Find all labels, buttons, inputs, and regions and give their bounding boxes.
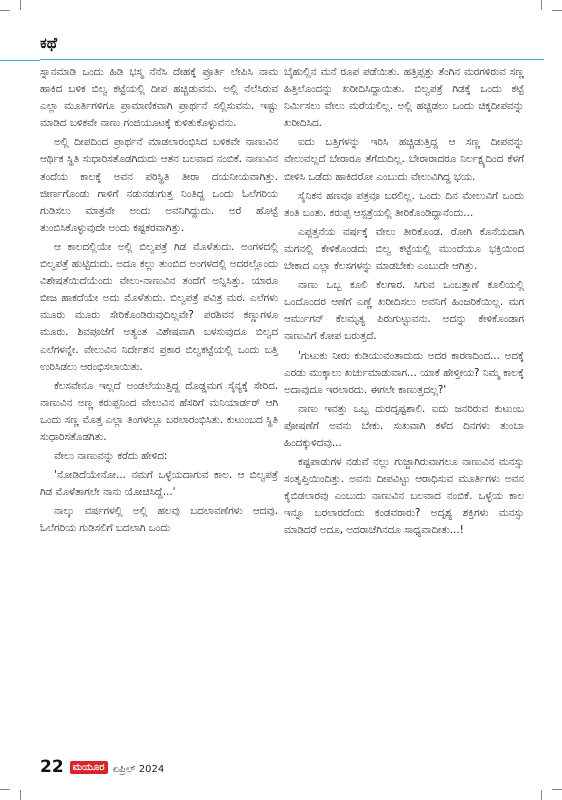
- page-number: 22: [40, 757, 64, 777]
- crop-mark: [20, 790, 21, 800]
- paragraph: ಸೈನಿಕನ ಹಣವೂ ಪತ್ರವೂ ಬರಲಿಲ್ಲ. ಒಂದು ದಿನ ಮೇಲುವಿಗೆ ಒಂದು ತಂತಿ ಬಂತು. ಕರುಪ್ಪ ಆಸ್ಪತ್ರೆಯಲ್ಲಿ ತೀರಿಕೊಂಡಿದ್ದಾನೆಂದು...: [284, 189, 524, 219]
- issue-date: ಏಪ್ರಿಲ್ 2024: [112, 764, 165, 775]
- paragraph: ಬೈಹುಲ್ಲಿನ ಮನೆ ರೂಪ ಪಡೆಯಿತು. ಹತ್ತಿಪ್ಪತ್ತು ತೆಂಗಿನ ಮರಗಳಿರುವ ಸಣ್ಣ ಹಿತ್ತಿಲೊಂದನ್ನು ಖರೀದಿಸಿದ್ದಾಯಿತು. ಬಿಲ್ವಪತ್ರೆ ಗಿಡಕ್ಕೆ ಒಂದು ಕಟ್ಟೆ ನಿರ್ಮಿಸಲು ವೇಲು ಮರೆಯಲಿಲ್ಲ. ಅಲ್ಲಿ ಹಚ್ಚಿಡಲು ಒಂದು ಚಿಕ್ಕದೀಪವನ್ನು ಖರೀದಿಸಿದ.: [284, 66, 524, 130]
- section-title: ಕಥೆ: [40, 34, 58, 52]
- magazine-logo: ಮಯೂರ: [70, 761, 108, 774]
- crop-mark: [20, 0, 21, 10]
- paragraph: ಕಷ್ಟಪಾಡುಗಳ ನಡುವೆ ನಲ್ಲು ಗುಜ್ಜಾಗಿರುವಾಗಲೂ ನಾಣುವಿನ ಮನಸ್ಸು ಸಂತೃಪ್ತಿಯಿಂದಿತ್ತು. ಅವನು ದೀಪವಿಟ್ಟು ಆರಾಧಿಸುವ ಮೂರ್ತಿಗಳು ಅವನ ಕೈಬಿಡಲಾರವು ಎಂಬುದು ನಾಣುವಿನ ಬಲವಾದ ನಂಬಿಕೆ. ಒಳ್ಳೆಯ ಕಾಲ ಇನ್ನೂ ಬರಲಾರದೆಂದು ಕಂಡವರಾರು? ಅದೃಶ್ಯ ಶಕ್ತಿಗಳು ಮನಸ್ಸು ಮಾಡಿದರೆ ಅದೂ, ಅದರಾಚೆಗಿನದೂ ಸಾಧ್ಯವಾದೀತು...!: [284, 456, 524, 537]
- crop-mark: [0, 10, 10, 11]
- crop-mark: [552, 10, 562, 11]
- crop-mark: [541, 0, 542, 10]
- quote-paragraph: 'ನೋಡಿದೆಯೇನೋ... ನಮಗೆ ಒಳ್ಳೆಯದಾಗುವ ಕಾಲ. ಆ ಬಿಲ್ವಪತ್ರೆ ಗಿಡ ಮೊಳೆತಾಗಲೇ ನಾನು ಯೋಚಿಸಿದ್ದೆ...': [40, 469, 278, 499]
- header-accent: [0, 32, 40, 61]
- section-header: [0, 32, 562, 60]
- paragraph: ನಾಣು ಒಬ್ಬ ಕೂಲಿ ಕೆಲಗಾರ. ಸಿಗುವ ಒಂಬತ್ತಾಣೆ ಕೂಲಿಯಲ್ಲಿ ಒಂದೊಂದರ ಆಣೆಗೆ ಎಣ್ಣೆ ಖರೀದಿಸಲು ಅವನಿಗೆ ಹಿಂಜರಿಕೆಯಿಲ್ಲ. ಮಗ ಆರ್ಮುಗನ್ ಕೆಲಮೃತ್ಯ ಪಿರುಗುಟ್ಟುವನು. ಅದನ್ನು ಕೇಳಿಕೊಂಡಾಗ ನಾಣುವಿಗೆ ಕೋಪ ಬರುತ್ತದೆ.: [284, 279, 524, 343]
- paragraph: ವೇಲು ನಾಣುವನ್ನು ಕರೆದು ಹೇಳಿದ:: [54, 450, 168, 463]
- crop-mark: [541, 790, 542, 800]
- paragraph: ನಾಣು ಇವತ್ತು ಒಬ್ಬ ದುರದೃಷ್ಟಶಾಲಿ. ಐದು ಜನರಿರುವ ಕುಟುಂಬ ಪೋಷಣೆಗೆ ಅವನು ಬೇಕು. ಸುಖವಾಗಿ ಕಳೆದ ದಿನಗಳು ತುಂಬಾ ಹಿಂದಕ್ಕುಳಿದವು...: [284, 402, 524, 449]
- paragraph: ಐದು ಬತ್ತಿಗಳನ್ನು ಇರಿಸಿ ಹಚ್ಚಿಡುತ್ತಿದ್ದ ಆ ಸಣ್ಣ ದೀಪವನ್ನು ವೇಲುವಲ್ಲದೆ ಬೇರಾರೂ ತೆಗೆದುದಿಲ್ಲ. ಬೇರಾರಾದರೂ ನಿರ್ಲಕ್ಷ್ಯದಿಂದ ಕೆಳಗೆ ಬೀಳಿಸಿ ಒಡೆದು ಹಾಕಿದರೋ ಎಂಬುದು ವೇಲುವಿಗಿದ್ದ ಭಯ.: [284, 136, 524, 183]
- crop-mark: [552, 789, 562, 790]
- page-footer: [40, 757, 164, 779]
- paragraph: ಅಲ್ಲಿ ದೀಪದಿಂದ ಪ್ರಾರ್ಥನೆ ಮಾಡಲಾರಂಭಿಸಿದ ಬಳಿಕವೇ ನಾಣುವಿನ ಆರ್ಥಿಕ ಸ್ಥಿತಿ ಸುಧಾರಿಸತೊಡಗಿದುದು ಆತನ ಬಲವಾದ ನಂಬಿಕೆ. ನಾಣುವಿನ ತಂದೆಯ ಕಾಲಕ್ಕೆ ಅವನ ಪರಿಸ್ಥಿತಿ ತೀರಾ ದಯನೀಯವಾಗಿತ್ತು. ಜೀರ್ಣಗೊಂಡು ಗಾಳಿಗೆ ನಡುನಡುಗುತ್ತ ನಿಂತಿದ್ದ ಒಂದು ಓಲೆಗರಿಯ ಗುಡಿಸಲು ಮಾತ್ರವೇ ಅಂದು ಅವನಿಗಿದ್ದುದು. ಅರೆ ಹೊಟ್ಟೆ ತುಂಬಿಸಿಕೊಳ್ಳುವುದೇ ಅಂದು ಕಷ್ಟಕರವಾಗಿತ್ತು.: [40, 136, 278, 234]
- paragraph: ಸ್ನಾನಮಾಡಿ ಒಂದು ಹಿಡಿ ಭಸ್ಮ ನೆನೆಸಿ ದೇಹಕ್ಕೆ ಪ್ರೂರ್ತಿ ಲೇಪಿಸಿ ನಾಮ ಹಾಕಿದ ಬಳಿಕ ಬಿಲ್ವ ಕಟ್ಟೆಯಲ್ಲಿ ದೀಪ ಹಚ್ಚಿಡುವನು. ಅಲ್ಲಿ ನೆಲೆಸಿರುವ ಎಲ್ಲಾ ಮೂರ್ತಿಗಳಿಗೂ ಪ್ರಾಮಾಣಿಕವಾಗಿ ಪ್ರಾರ್ಥನೆ ಸಲ್ಲಿಸುವನು. ಇಷ್ಟು ಮಾಡಿದ ಬಳಿಕವೇ ನಾಣು ಗಂಜಿಯೂಟಕ್ಕೆ ಕುಳಿತುಕೊಳ್ಳುವನು.: [40, 66, 278, 130]
- right-column: [284, 64, 524, 540]
- crop-mark: [0, 789, 10, 790]
- header-rule: [40, 59, 544, 60]
- quote-paragraph: 'ಗುಟುಕು ನೀರು ಕುಡಿಯುವಂತಾದುದು ಅದರ ಕಾರಣದಿಂದ... ಅದಕ್ಕೆ ಎರಡು ಮುಕ್ಕಾಲು ಖರ್ಚುಮಾಡುವಾಗ... ಯಾಕೆ ಹೇಳ್ತೀಯ? ನಿಮ್ಮ ಕಾಲಕ್ಕೆ ಅದಾವುದೂ ಇರಲಾರದು. ಈಗಲೇ ಕಾಣುತ್ತದಲ್ಲ?': [284, 349, 524, 396]
- paragraph: ಎಪ್ಪತ್ತನೆಯ ವರ್ಷಕ್ಕೆ ವೇಲು ತೀರಿಕೊಂಡ. ರೋಗಿ ಕೊನೆಯದಾಗಿ ಮಗನಲ್ಲಿ ಕೇಳಿಕೊಂಡದು ಬಿಲ್ವ ಕಟ್ಟೆಯಲ್ಲಿ ಮುಂದೆಯೂ ಭಕ್ತಿಯಿಂದ ಬೇಕಾದ ಎಲ್ಲಾ ಕೆಲಸಗಳನ್ನು ಮಾಡಬೇಕು ಎಂಬುದೇ ಆಗಿತ್ತು.: [284, 225, 524, 273]
- paragraph: ಕೆಲಸವೇನೂ ಇಲ್ಲದೆ ಅಂಡಲೆಯುತ್ತಿದ್ದ ದೊಡ್ಡಮಗ ಸೈನ್ಯಕ್ಕೆ ಸೇರಿದ. ನಾಣುವಿನ ಅಣ್ಣ ಕರುಪ್ಪನಿಂದ ವೇಲುವಿನ ಹೆಸರಿಗೆ ಮನಿಯಾರ್ಡರ್ ಆಗಿ ಒಂದು ಸಣ್ಣ ಮೊತ್ತ ಎಲ್ಲಾ ತಿಂಗಳಲ್ಲೂ ಬರಲಾರಂಭಿಸಿತು. ಕುಟುಂಬದ ಸ್ಥಿತಿ ಸುಧಾರಿಸತೊಡಗಿತು.: [40, 379, 278, 443]
- left-column: [40, 64, 278, 538]
- paragraph: ಆ ಕಾಲದಲ್ಲಿಯೇ ಅಲ್ಲಿ ಬಿಲ್ವಪತ್ರೆ ಗಿಡ ಮೊಳೆತುದು. ಅಂಗಳದಲ್ಲಿ ಬಿಲ್ವಪತ್ರೆ ಹುಟ್ಟಿದುದು. ಅದೂ ಕಲ್ಲು ತುಂಬಿದ ಅಂಗಳದಲ್ಲಿ ಅದರಲ್ಲೊಂದು ವಿಶೇಷತೆಯಿದೆಯೆಂದು ವೇಲು-ನಾಣುವಿನ ತಂದೆಗೆ ಅನ್ನಿಸಿತ್ತು. ಯಾರೂ ಬೀಜ ಹಾಕದೆಯೇ ಅದು ಮೊಳೆತುದು. ಬಿಲ್ವಪತ್ರೆ ಪವಿತ್ರ ಮರ. ಎಲೆಗಳು ಮೂರು ಮೂರು ಸೇರಿಕೊಂಡಿರುವುದಿಲ್ಲವೇ? ಪರಶಿವನ ಕಣ್ಣುಗಳೂ ಮೂರು. ಶಿವಪೂಜೆಗೆ ಅತ್ಯಂತ ವಿಶೇಷವಾಗಿ ಬಳಸುವುದೂ ಬಿಲ್ವದ ಎಲೆಗಳನ್ನೇ. ವೇಲುವಿನ ನಿರ್ದೇಶನ ಪ್ರಕಾರ ಬಿಲ್ವಕಟ್ಟೆಯಲ್ಲಿ ಒಂದು ಬತ್ತಿ ಉರಿಸಿಡಲು ಆರಂಭಿಸಲಾಯಿತು.: [40, 240, 278, 373]
- paragraph: ನಾಲ್ಕು ವರ್ಷಗಳಲ್ಲಿ ಅಲ್ಲಿ ಹಲವು ಬದಲಾವಣೆಗಳು ಆದವು. ಓಲೆಗರಿಯ ಗುಡಿಸಲಿಗೆ ಬದಲಾಗಿ ಒಂದು: [40, 505, 278, 535]
